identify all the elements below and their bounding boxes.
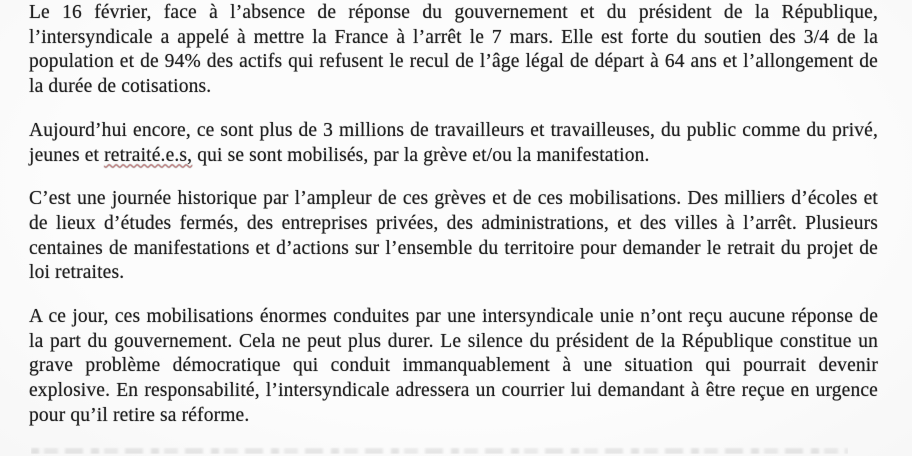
paragraph-mobilisation-text-after: qui se sont mobilisés, par la grève et/ou la manifestation.: [192, 144, 650, 166]
paragraph-journee-historique: C’est une journée historique par l’ampleur de ces grèves et de ces mobilisations. Des milliers d’écoles et de lieux d’études fermés, des entreprises privées, des administrations, et des villes à l’arrêt. Plusieurs centaines de manifestations et d’actions sur l’ensemble du territoire pour demander le retrait du projet de loi retraites.: [29, 188, 878, 284]
paragraph-mobilisation-text-before: Aujourd’hui encore, ce sont plus de 3 millions de travailleurs et travailleuses, du public comme du privé, jeunes et: [29, 119, 878, 166]
cutoff-text-line: [31, 448, 848, 456]
spellchecked-word: retraité.e.s,: [104, 144, 193, 166]
paragraph-mobilisation: [29, 119, 878, 168]
paragraph-intersyndicale-appeal: Le 16 février, face à l’absence de réponse du gouvernement et du président de la République, l’intersyndicale a appelé à mettre la France à l’arrêt le 7 mars. Elle est forte du soutien des 3/4 de la population et de 94% des actifs qui refusent le recul de l’âge légal de départ à 64 ans et l’allongement de la durée de cotisations.: [29, 2, 878, 98]
paragraph-silence-president: A ce jour, ces mobilisations énormes conduites par une intersyndicale unie n’ont reçu aucune réponse de la part du gouvernement. Cela ne peut plus durer. Le silence du président de la République constitue un grave problème démocratique qui conduit immanquablement à une situation qui pourrait devenir explosive. En responsabilité, l’intersyndicale adressera un courrier lui demandant à être reçue en urgence pour qu’il retire sa réforme.: [29, 306, 878, 426]
